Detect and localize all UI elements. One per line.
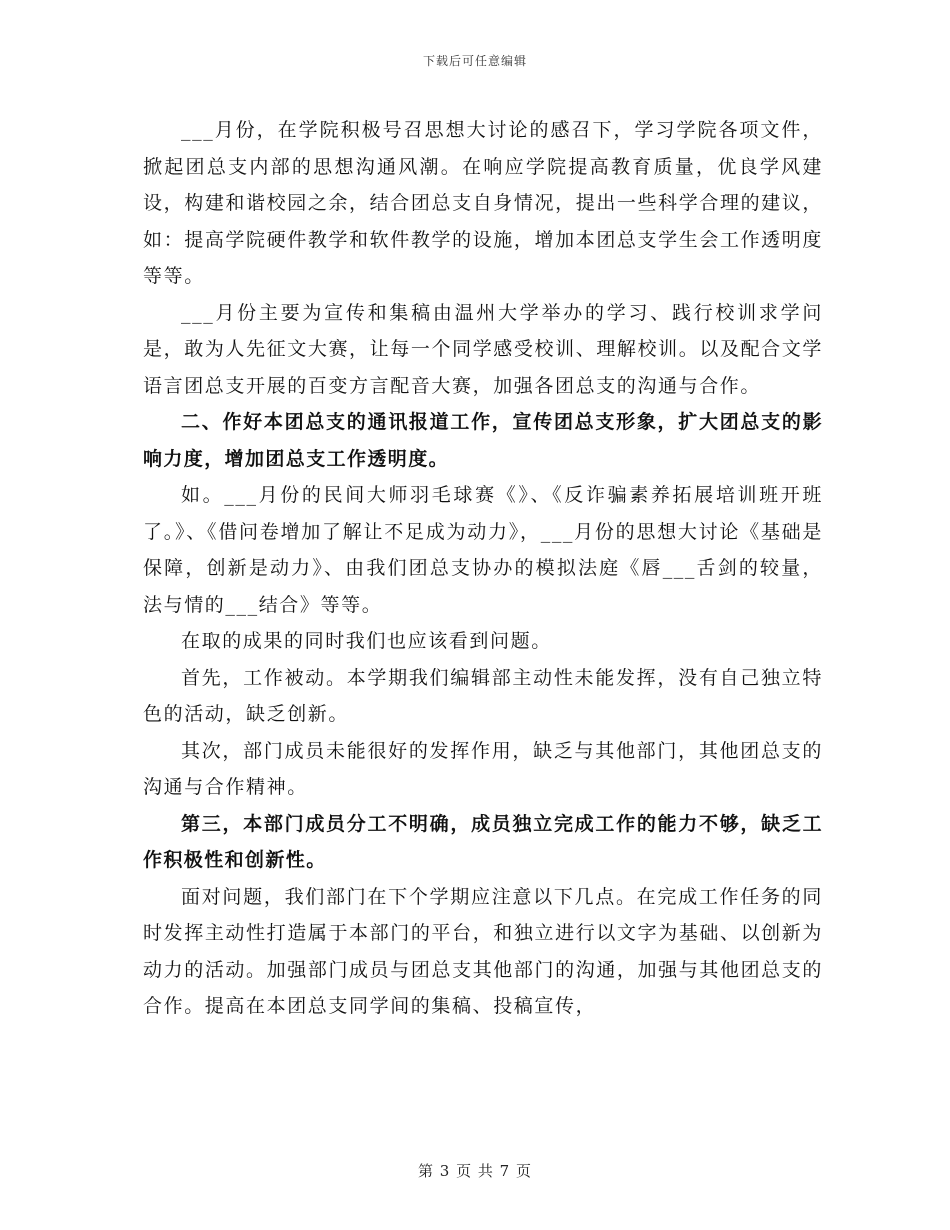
document-body [143, 112, 823, 1025]
page-number: 第 3 页 共 7 页 [418, 1162, 532, 1180]
paragraph-first-problem: 首先，工作被动。本学期我们编辑部主动性未能发挥，没有自己独立特色的活动，缺乏创新。 [143, 666, 823, 725]
paragraph-second-problem: 其次，部门成员未能很好的发挥作用，缺乏与其他部门，其他团总支的沟通与合作精神。 [143, 739, 823, 798]
paragraph-2: ___月份主要为宣传和集稿由温州大学举办的学习、践行校训求学问是，敢为人先征文大赛，让每一个同学感受校训、理解校训。以及配合文学语言团总支开展的百变方言配音大赛，加强各团总支的沟通与合作。 [143, 301, 823, 397]
paragraph-improvements: 面对问题，我们部门在下个学期应注意以下几点。在完成工作任务的同时发挥主动性打造属于本部门的平台，和独立进行以文字为基础、以创新为动力的活动。加强部门成员与团总支其他部门的沟通，加强与其他团总支的合作。提高在本团总支同学间的集稿、投稿宣传， [143, 885, 823, 1017]
section-heading-2: 二、作好本团总支的通讯报道工作，宣传团总支形象，扩大团总支的影响力度，增加团总支工作透明度。 [143, 411, 823, 470]
paragraph-third-problem: 第三，本部门成员分工不明确，成员独立完成工作的能力不够，缺乏工作积极性和创新性。 [143, 812, 823, 871]
paragraph-problems-intro: 在取的成果的同时我们也应该看到问题。 [181, 630, 552, 652]
paragraph-examples: 如。___月份的民间大师羽毛球赛《》、《反诈骗素养拓展培训班开班了。》、《借问卷增加了解让不足成为动力》，___月份的思想大讨论《基础是保障，创新是动力》、由我们团总支协办的模拟法庭《唇___舌剑的较量，法与情的___结合》等等。 [143, 484, 823, 616]
paragraph-1: ___月份，在学院积极号召思想大讨论的感召下，学习学院各项文件，掀起团总支内部的思想沟通风潮。在响应学院提高教育质量，优良学风建设，构建和谐校园之余，结合团总支自身情况，提出一些科学合理的建议，如：提高学院硬件教学和软件教学的设施，增加本团总支学生会工作透明度等等。 [143, 119, 823, 287]
header-note: 下载后可任意编辑 [422, 54, 527, 68]
